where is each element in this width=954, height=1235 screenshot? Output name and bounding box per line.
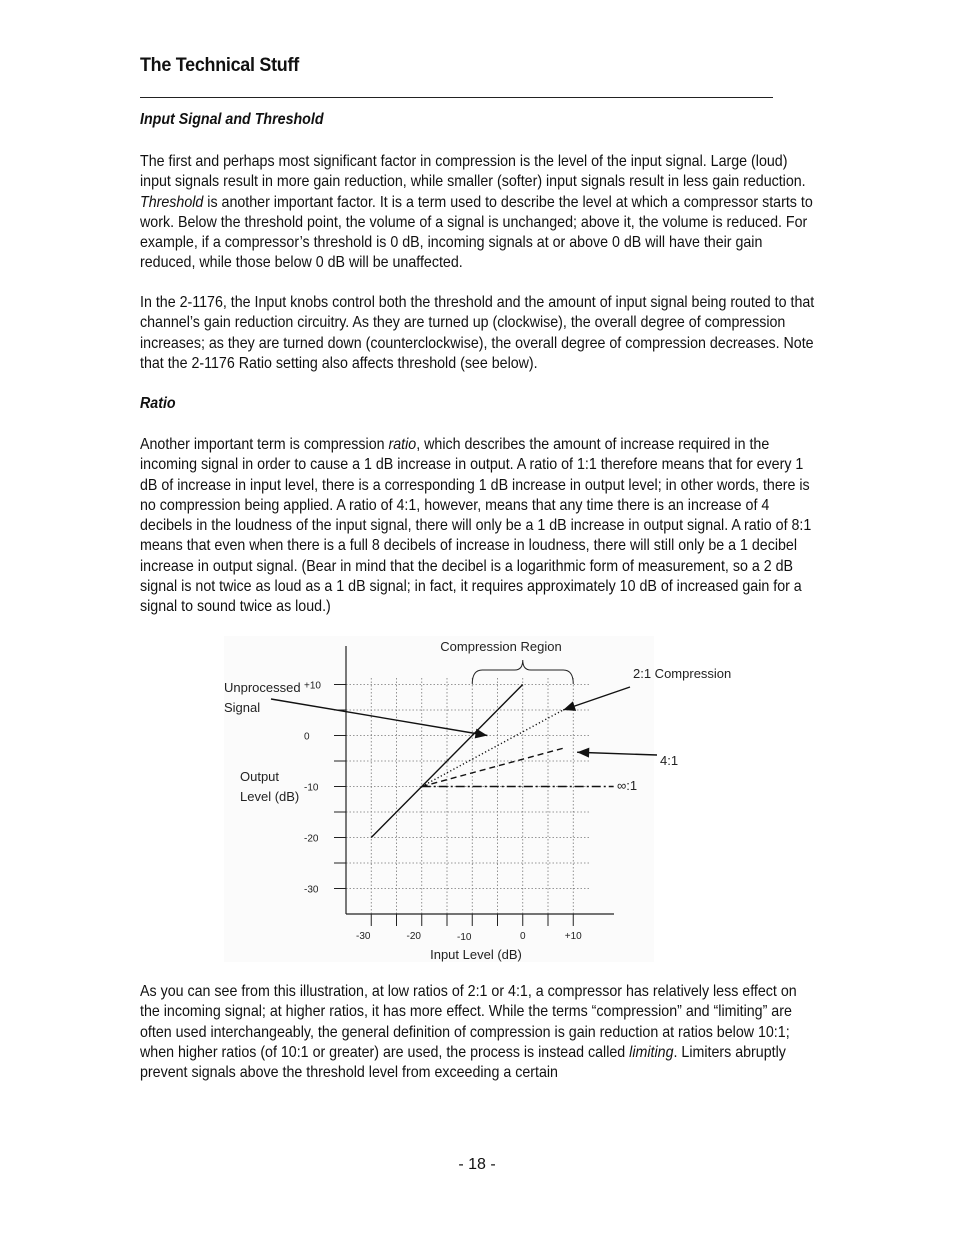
two-to-one-label: 2:1 Compression [633, 666, 732, 681]
para4-part-b: . Limiters abruptly prevent signals above the threshold level from exceeding a certain [140, 1043, 786, 1082]
infinity-ratio-label: ∞:1 [617, 778, 638, 793]
para2-text: In the 2-1176, the Input knobs control both the threshold and the amount of input signal being routed to that channel’s gain reduction circuitry. As they are turned up (clockwise), the overall degree of compression increases; as they are turned down (counterclockwise), the overall degree of compression decreases. Note that the 2-1176 Ratio setting also affects threshold (see below). [140, 294, 815, 372]
para4-part-a: As you can see from this illustration, at low ratios of 2:1 or 4:1, a compressor has relatively less effect on the incoming signal; at higher ratios, it has more effect. While the terms “compression” and “limiting” are often used interchangeably, the general definition of compression is gain reduction at ratios below 10:1; when higher ratios (of 10:1 or greater) are used, the process is instead called [140, 983, 797, 1061]
compression-region-label: Compression Region [440, 639, 562, 654]
para3-emphasis: ratio [388, 436, 417, 453]
para1-part-b: is another important factor. It is a term used to describe the level at which a compressor starts to work. Below the threshold point, the volume of a signal is unchanged; above it, the volume is reduced. For example, if a compressor’s threshold is 0 dB, incoming signals at or above 0 dB will have their gain reduced, while those below 0 dB will be unaffected. [140, 193, 813, 272]
y-tick-label: -30 [304, 884, 319, 896]
unprocessed-label-line1: Unprocessed [224, 680, 301, 695]
unprocessed-label-line2: Signal [224, 700, 261, 715]
page-number: - 18 - [458, 1156, 496, 1173]
paragraph-limiting [140, 982, 820, 1083]
para1-part-a: The first and perhaps most significant factor in compression is the level of the input signal. Large (loud) input signals result in more gain reduction, while smaller (softer) input signals result in less gain reduction. [140, 153, 806, 191]
para1-emphasis: Threshold [140, 193, 204, 211]
y-axis-label-line2: Level (dB) [240, 789, 300, 804]
para4-emphasis: limiting [629, 1043, 674, 1061]
input-heading-text: Input Signal and Threshold [140, 111, 324, 128]
page-title: The Technical Stuff [140, 54, 299, 76]
x-tick-label: -20 [406, 931, 421, 942]
y-tick-label: -20 [304, 833, 319, 845]
x-tick-label: -30 [356, 931, 371, 942]
y-tick-label: +10 [304, 680, 321, 692]
four-to-one-label: 4:1 [660, 753, 679, 768]
x-tick-label: 0 [519, 931, 526, 942]
para3-part-b: , which describes the amount of increase required in the incoming signal in order to cause a 1 dB increase in output. A ratio of 1:1 therefore means that for every 1 dB of increase in input level, there is a corresponding 1 dB increase in output level; in other words, there is no compression being applied. A ratio of 4:1, however, means that any time there is an increase of 4 decibels in the loudness of the input signal, there will only be a 1 dB increase in output signal. A ratio of 8:1 means that even when there is a full 8 decibels of increase in loudness, there will still only be a 1 decibel increase in output signal. (Bear in mind that the decibel is a logarithmic form of measurement, so a 2 dB signal is not twice as loud as a 1 dB signal; in fact, it requires approximately 10 dB of increased gain for a signal to sound twice as loud.) [140, 436, 812, 616]
y-axis-label-line1: Output [240, 769, 280, 784]
para3-part-a: Another important term is compression [140, 436, 389, 453]
y-tick-label: -10 [304, 782, 319, 794]
x-tick-label: -10 [457, 932, 472, 943]
x-tick-label: +10 [564, 931, 582, 942]
x-axis-label: Input Level (dB) [430, 947, 522, 962]
paragraph-limiting-text [140, 982, 820, 1083]
ratio-heading-text: Ratio [140, 395, 176, 412]
y-tick-label: 0 [304, 731, 310, 743]
